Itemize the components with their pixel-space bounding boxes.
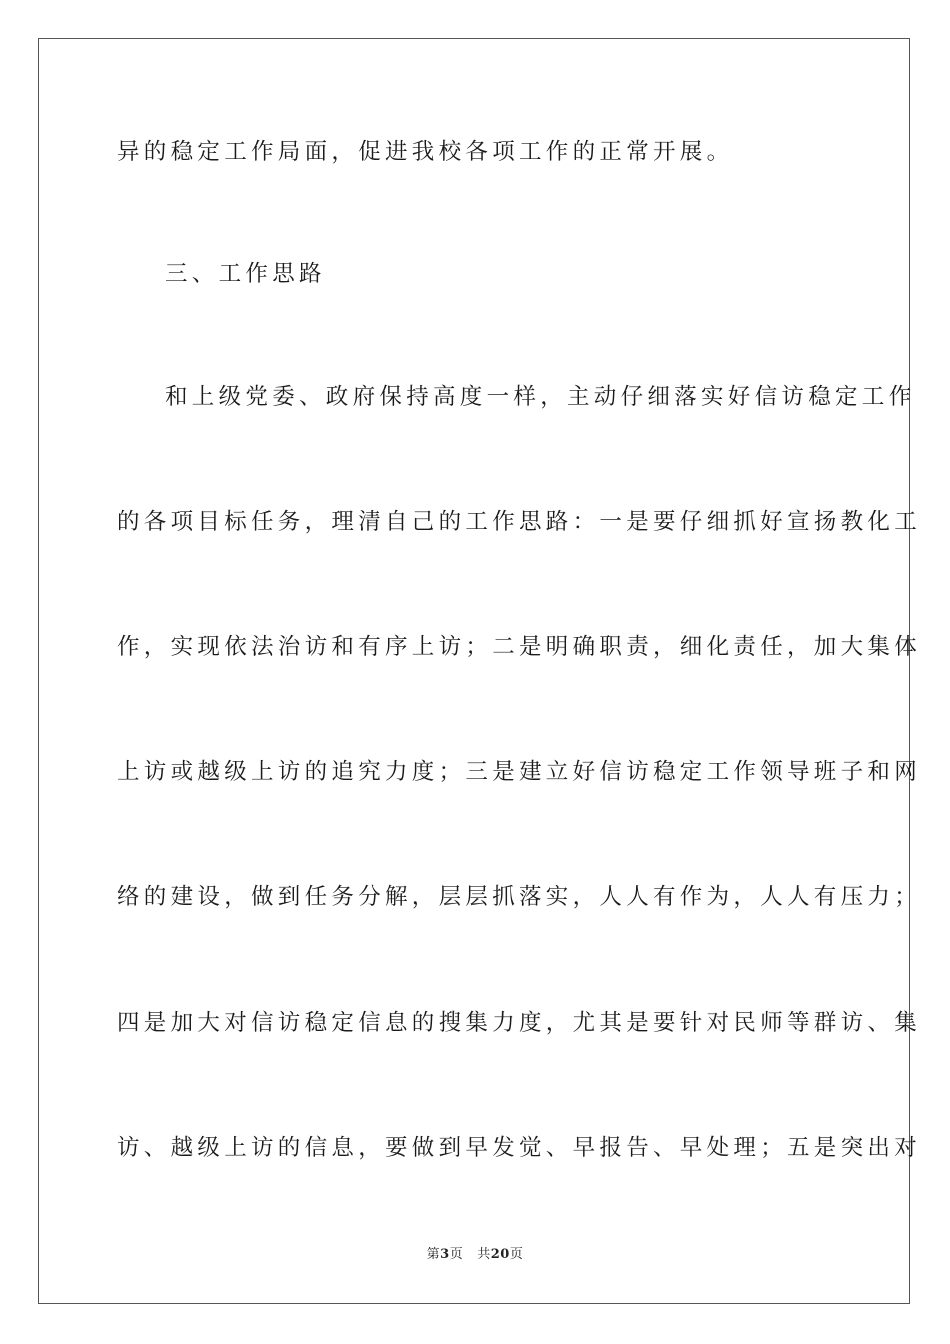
total-prefix: 共 <box>477 1247 491 1262</box>
body-text-line: 作，实现依法治访和有序上访；二是明确职责，细化责任，加大集体 <box>117 634 922 660</box>
total-suffix: 页 <box>509 1247 524 1262</box>
page-border <box>38 38 922 1304</box>
body-text-line: 访、越级上访的信息，要做到早发觉、早报告、早处理；五是突出对 <box>117 1135 922 1161</box>
body-text-line: 四是加大对信访稳定信息的搜集力度，尤其是要针对民师等群访、集 <box>117 1010 922 1036</box>
section-heading: 三、工作思路 <box>165 261 326 287</box>
page-footer <box>0 1246 950 1264</box>
body-text-line: 异的稳定工作局面，促进我校各项工作的正常开展。 <box>117 139 734 165</box>
total-pages: 20 <box>490 1247 510 1262</box>
page-suffix: 页 <box>449 1247 464 1262</box>
page-prefix: 第 <box>426 1247 441 1262</box>
body-text-line: 的各项目标任务，理清自己的工作思路：一是要仔细抓好宣扬教化工 <box>117 509 922 535</box>
body-text-line: 络的建设，做到任务分解，层层抓落实，人人有作为，人人有压力； <box>117 884 922 910</box>
body-text-line: 上访或越级上访的追究力度；三是建立好信访稳定工作领导班子和网 <box>117 759 922 785</box>
body-text-line: 和上级党委、政府保持高度一样，主动仔细落实好信访稳定工作 <box>165 384 916 410</box>
page-number: 3 <box>440 1247 450 1262</box>
